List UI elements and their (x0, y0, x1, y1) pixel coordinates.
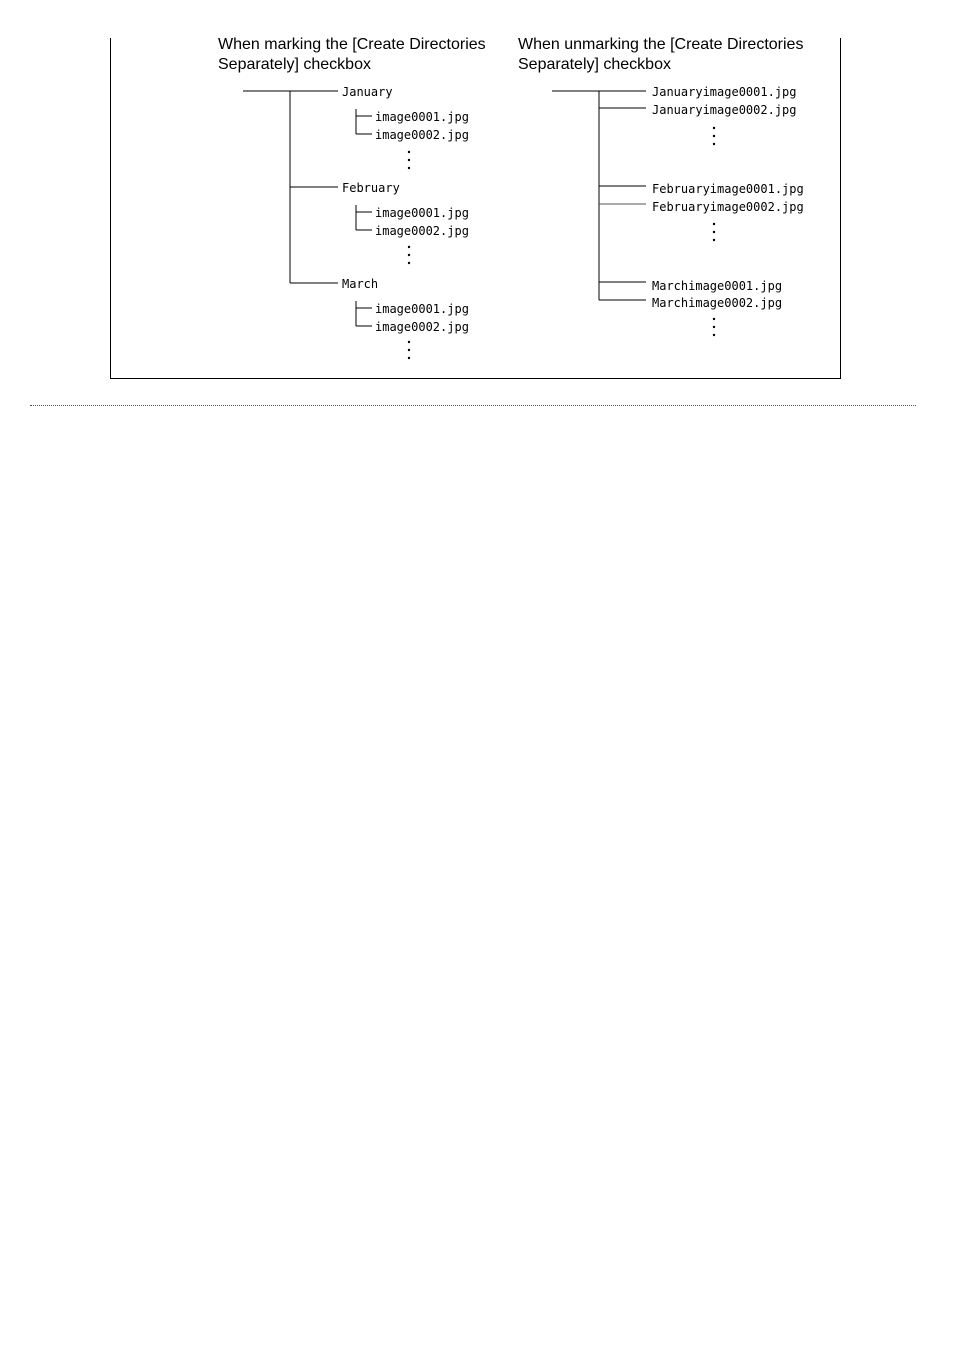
file-label: Januaryimage0001.jpg (652, 85, 797, 99)
folder-label: February (342, 181, 400, 195)
ellipsis-icon (408, 246, 410, 264)
file-label: image0001.jpg (375, 110, 469, 124)
ellipsis-icon (713, 318, 715, 336)
file-group (599, 182, 804, 241)
right-tree (552, 85, 804, 336)
file-label: image0002.jpg (375, 320, 469, 334)
file-label: Februaryimage0001.jpg (652, 182, 804, 196)
file-label: image0001.jpg (375, 206, 469, 220)
ellipsis-icon (713, 223, 715, 241)
file-label: Januaryimage0002.jpg (652, 103, 797, 117)
file-label: Marchimage0001.jpg (652, 279, 783, 293)
file-group (599, 279, 782, 336)
file-label: Marchimage0002.jpg (652, 296, 783, 310)
file-label: Februaryimage0002.jpg (652, 200, 804, 214)
left-heading-line2: Separately] checkbox (218, 56, 371, 73)
file-label: image0002.jpg (375, 224, 469, 238)
folder-label: March (342, 277, 379, 291)
right-heading-line1: When unmarking the [Create Directories (518, 36, 804, 53)
folder-node (342, 277, 469, 359)
folder-node (342, 181, 469, 264)
ellipsis-icon (713, 127, 715, 145)
left-heading-line1: When marking the [Create Directories (218, 36, 486, 53)
file-label: image0002.jpg (375, 128, 469, 142)
folder-node (342, 85, 469, 169)
file-label: image0001.jpg (375, 302, 469, 316)
left-tree (243, 85, 469, 359)
ellipsis-icon (408, 151, 410, 169)
folder-label: January (342, 85, 393, 99)
file-group (599, 85, 797, 145)
dotted-separator (30, 405, 916, 406)
ellipsis-icon (408, 341, 410, 359)
directory-tree-diagram (0, 0, 954, 400)
right-heading-line2: Separately] checkbox (518, 56, 671, 73)
